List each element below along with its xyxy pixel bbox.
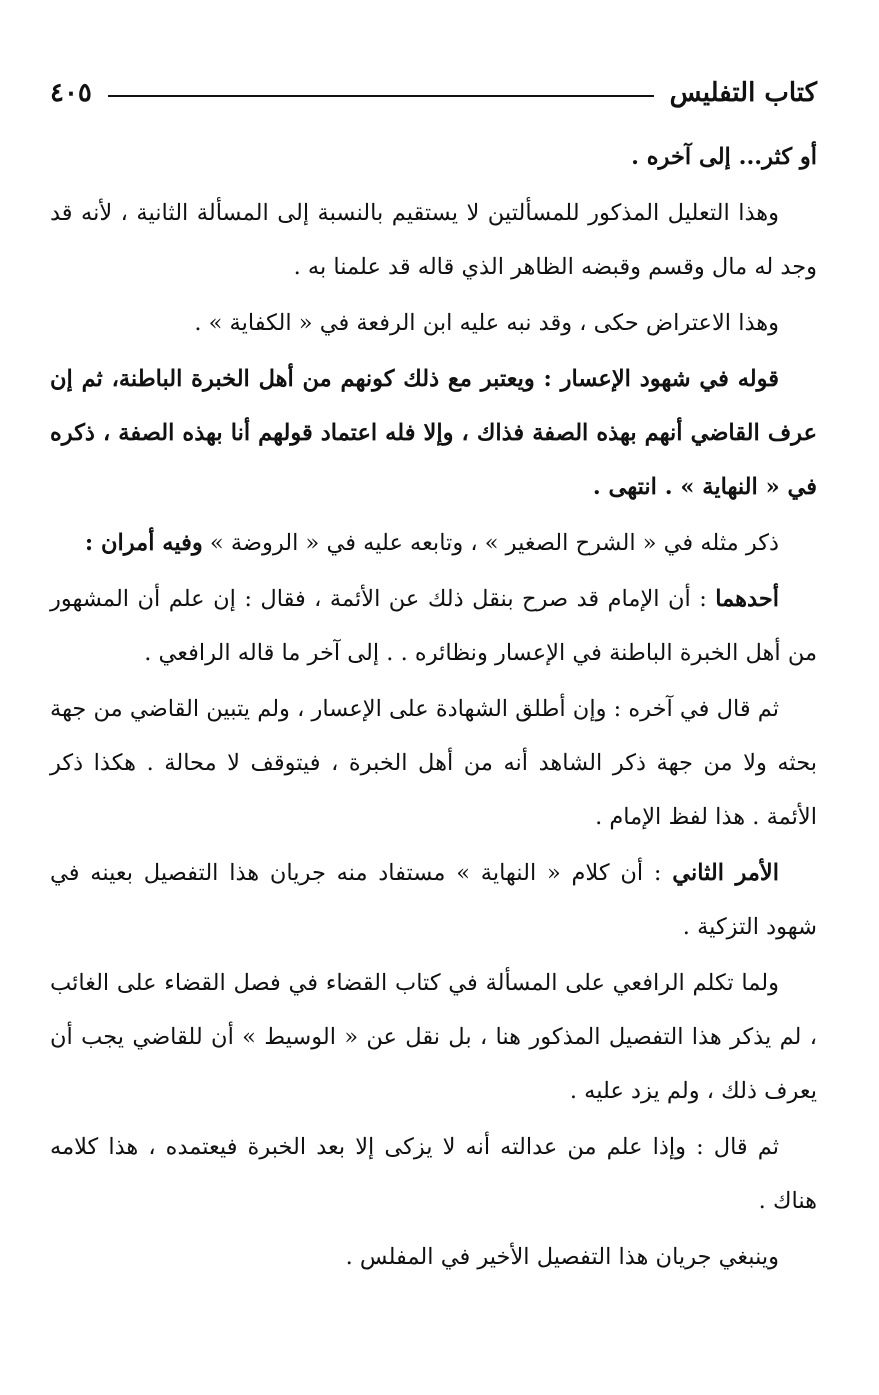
paragraph-6 (50, 572, 817, 680)
header-rule (108, 95, 654, 97)
paragraph-9: ولما تكلم الرافعي على المسألة في كتاب القضاء في فصل القضاء على الغائب ، لم يذكر هذا التفصيل المذكور هنا ، بل نقل عن « الوسيط » أن للقاضي يجب أن يعرف ذلك ، ولم يزد عليه . (50, 970, 817, 1104)
paragraph-10: ثم قال : وإذا علم من عدالته أنه لا يزكى إلا بعد الخبرة فيعتمده ، هذا كلامه هناك . (50, 1134, 817, 1214)
paragraph-8-heading: الأمر الثاني (672, 860, 779, 886)
page-body (50, 130, 817, 1286)
paragraph-8-text: : أن كلام « النهاية » مستفاد منه جريان هذا التفصيل بعينه في شهود التزكية . (50, 860, 817, 940)
paragraph-3: وهذا الاعتراض حكى ، وقد نبه عليه ابن الرفعة في « الكفاية » . (194, 310, 779, 336)
paragraph-1: أو كثر... إلى آخره . (631, 144, 817, 170)
running-title: كتاب التفليس (669, 78, 817, 108)
paragraph-4-quote: قوله في شهود الإعسار : ويعتبر مع ذلك كونهم من أهل الخبرة الباطنة، ثم إن عرف القاضي أنهم بهذه الصفة فذاك ، وإلا فله اعتماد قولهم أنا بهذه الصفة ، ذكره في « النهاية » . انتهى . (50, 366, 817, 500)
paragraph-2: وهذا التعليل المذكور للمسألتين لا يستقيم بالنسبة إلى المسألة الثانية ، لأنه قد وجد له مال وقسم وقبضه الظاهر الذي قاله قد علمنا به . (50, 200, 817, 280)
paragraph-8 (50, 846, 817, 954)
paragraph-5-bold-tail: وفيه أمران : (84, 530, 203, 556)
paragraph-11: وينبغي جريان هذا التفصيل الأخير في المفلس . (345, 1244, 779, 1270)
paragraph-6-heading: أحدهما (715, 586, 779, 612)
paragraph-7: ثم قال في آخره : وإن أطلق الشهادة على الإعسار ، ولم يتبين القاضي من جهة بحثه ولا من جهة ذكر الشاهد أنه من أهل الخبرة ، فيتوقف لا محالة . هكذا ذكر الأئمة . هذا لفظ الإمام . (50, 696, 817, 830)
page-header (50, 70, 817, 116)
paragraph-6-text: : أن الإمام قد صرح بنقل ذلك عن الأئمة ، فقال : إن علم أن المشهور من أهل الخبرة الباطنة في الإعسار ونظائره . . إلى آخر ما قاله الرافعي . (50, 586, 817, 666)
paragraph-5 (50, 516, 817, 570)
paragraph-5-text: ذكر مثله في « الشرح الصغير » ، وتابعه عليه في « الروضة » (202, 530, 779, 556)
page-number: ٤٠٥ (50, 78, 92, 108)
